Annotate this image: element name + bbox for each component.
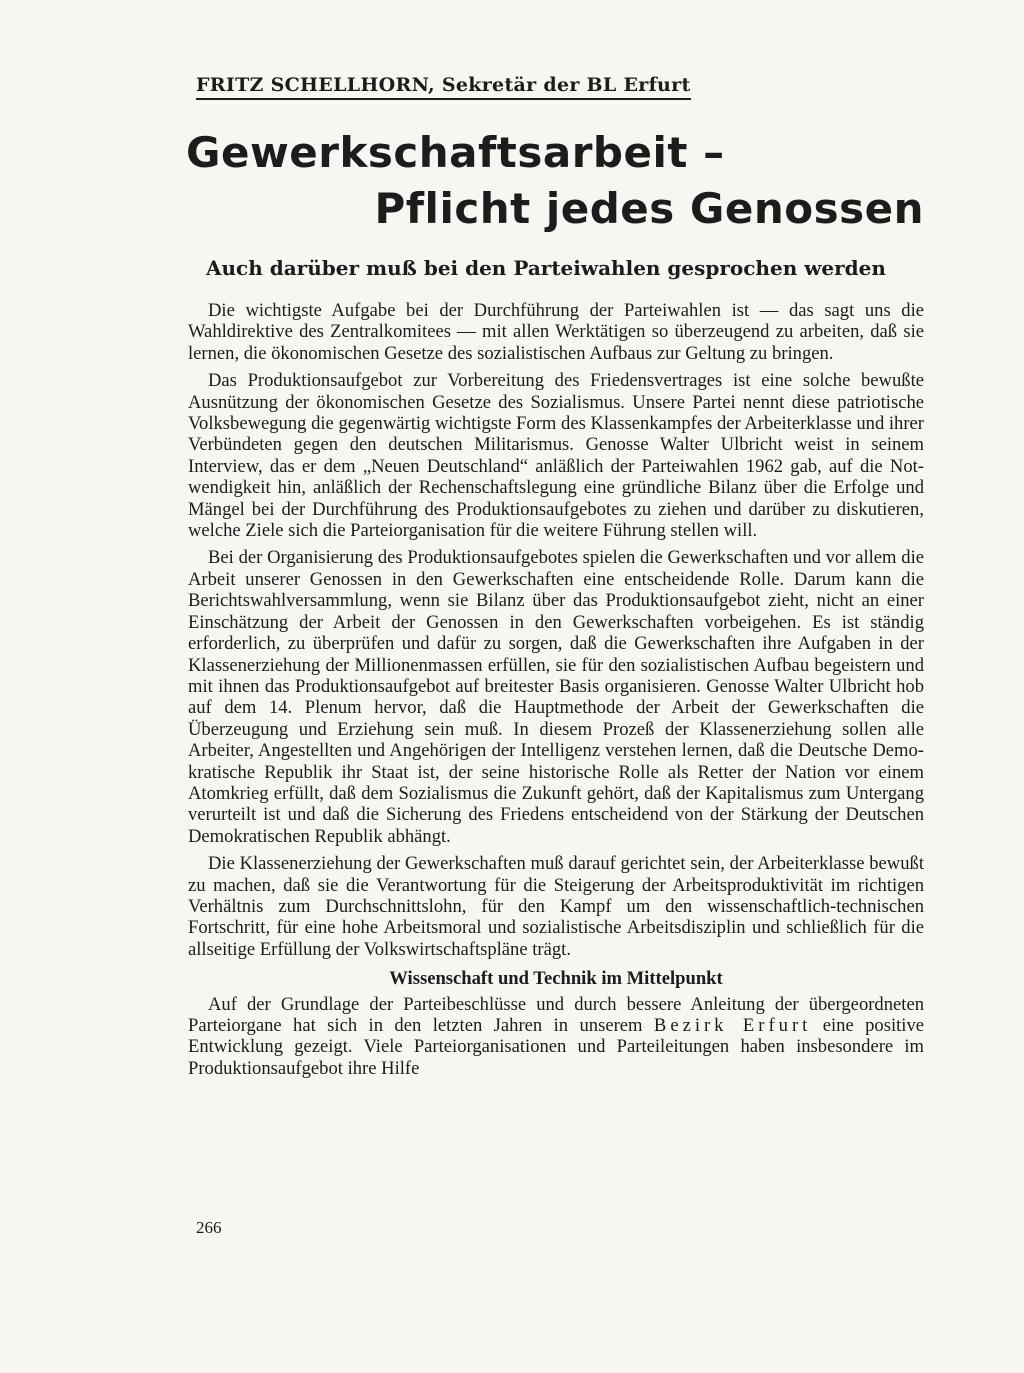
page-number: 266 xyxy=(196,1218,222,1237)
paragraph: Das Produktionsaufgebot zur Vorbereitung des Friedensvertrages ist eine solche bewußte Ausnützung der ökonomischen Gesetze des Sozialismus. Unsere Partei nennt diese patriotische Volksbewegung die gegenwärtig wichtigste Form des Klassenkampfes der Arbeiterklasse und ihrer Verbündeten gegen den deutschen Militarismus. Genosse Walter Ulbricht weist in seinem Interview, das er dem „Neuen Deutschland“ anläßlich der Parteiwahlen 1962 gab, auf die Notwendigkeit hin, anläßlich der Rechenschaftslegung eine gründliche Bilanz über die Erfolge und Mängel bei der Durchführung des Produktionsaufgebotes zu ziehen und darüber zu diskutieren, welche Ziele sich die Parteiorganisation für die weitere Führung stellen will. xyxy=(188,370,924,542)
section-heading: Wissenschaft und Technik im Mittelpunkt xyxy=(389,968,723,990)
article-title-line-2: Pflicht jedes Genossen xyxy=(374,184,924,233)
paragraph-text: eine positive Entwicklung gezeigt. Viele Parteiorganisationen und Parteileitungen haben insbesondere im Produktionsaufgebot ihre Hilfe xyxy=(188,1015,924,1079)
spaced-text: Bezirk Erfurt xyxy=(653,1015,812,1036)
author-role: Sekretär der BL Erfurt xyxy=(441,74,691,96)
paragraph: Die Klassenerziehung der Gewerkschaften muß darauf gerichtet sein, der Arbeiterklasse bewußt zu machen, daß sie die Verantwortung für die Steigerung der Arbeitsproduktivität im richtigen Verhältnis zum Durchschnittslohn, für den Kampf um den wissenschaftlich-technischen Fortschritt, für eine hohe Arbeitsmoral und sozialistische Arbeitsdisziplin und schließlich für die allseitige Erfüllung der Volkswirtschaftspläne trägt. xyxy=(188,853,924,960)
author-name: FRITZ SCHELLHORN, xyxy=(196,74,435,96)
author-line xyxy=(196,74,691,100)
paragraph: Bei der Organisierung des Produktionsaufgebotes spielen die Gewerkschaften und vor allem die Arbeit unserer Genossen in den Gewerkschaften eine entscheidende Rolle. Darum kann die Berichtswahlversammlung, wenn sie Bilanz über das Produktionsaufgebot zieht, nicht an einer Einschätzung der Arbeit der Genossen in den Gewerkschaften vorbeigehen. Es ist ständig erforderlich, zu überprüfen und dafür zu sorgen, daß die Gewerkschaften ihre Aufgaben in der Klassenerziehung der Millionenmassen erfüllen, sie für den sozialistischen Aufbau begeistern und mit ihnen das Produktionsaufgebot auf breitester Basis organisieren. Genosse Walter Ulbricht hob auf dem 14. Plenum hervor, daß die Hauptmethode der Arbeit der Gewerkschaften die Überzeugung und Erziehung sein muß. In diesem Prozeß der Klassenerziehung sollen alle Arbeiter, Angestellten und Angehörigen der Intelligenz verstehen lernen, daß die Deutsche Demokratische Republik ihr Staat ist, der seine historische Rolle als Retter der Nation vor einem Atomkrieg erfüllt, daß dem Sozialismus die Zukunft gehört, daß der Kapitalismus zum Untergang verurteilt ist und daß die Sicherung des Friedens entscheidend von der Stärkung der Deutschen Demokratischen Republik abhängt. xyxy=(188,547,924,847)
article-subtitle: Auch darüber muß bei den Parteiwahlen gesprochen werden xyxy=(206,256,886,280)
article-body xyxy=(188,300,924,1085)
paragraph: Die wichtigste Aufgabe bei der Durchführung der Parteiwahlen ist — das sagt uns die Wahldirektive des Zentralkomitees — mit allen Werktätigen so überzeugend zu arbeiten, daß sie lernen, die ökonomischen Gesetze des sozialistischen Aufbaus zur Geltung zu bringen. xyxy=(188,300,924,364)
paragraph-text: Auf der Grundlage der Parteibeschlüsse und durch bessere Anleitung der übergeordneten Parteiorgane hat sich in den letzten Jahren in unserem xyxy=(188,993,924,1036)
paragraph xyxy=(188,994,924,1080)
article-title-line-1: Gewerkschaftsarbeit – xyxy=(186,128,725,177)
